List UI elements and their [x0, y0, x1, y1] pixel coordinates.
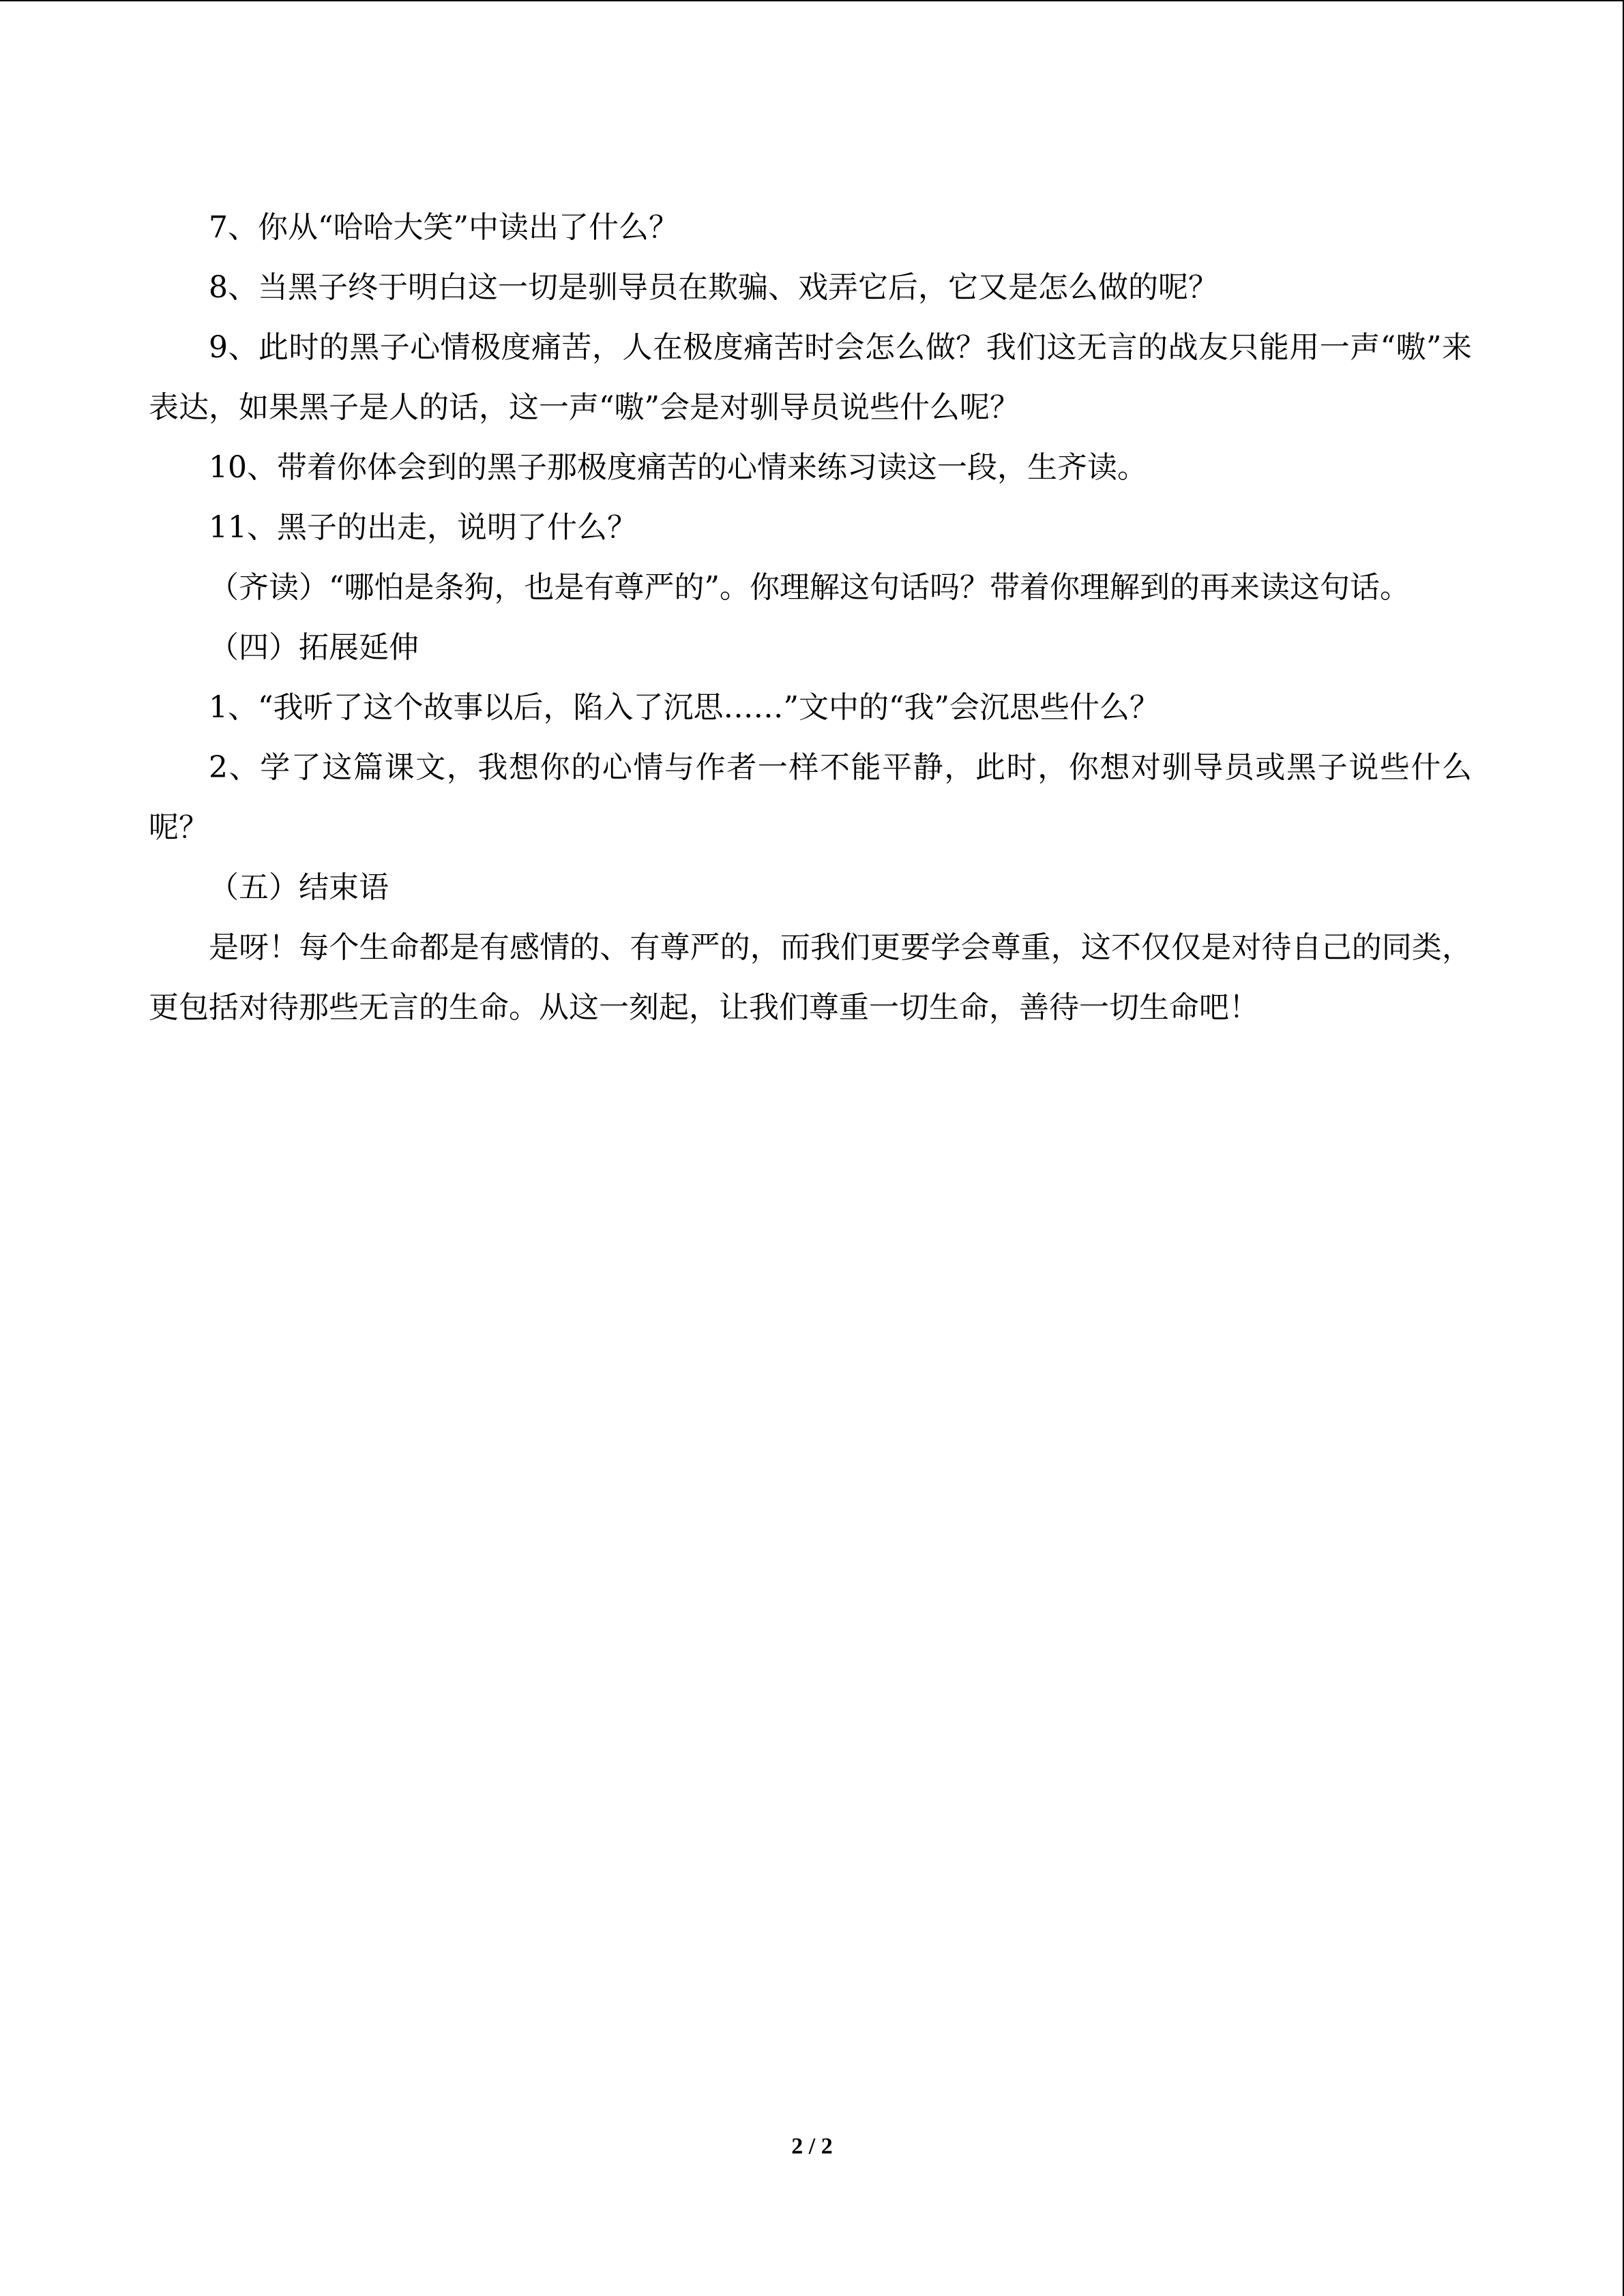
- section-heading-closing: （五）结束语: [209, 870, 389, 905]
- question-7: 7、你从“哈哈大笑”中读出了什么？: [209, 210, 679, 245]
- question-8: 8、当黑子终于明白这一切是驯导员在欺骗、戏弄它后，它又是怎么做的呢？: [209, 270, 1218, 305]
- page-top-border: [0, 0, 1624, 1]
- extension-question-1: 1、“我听了这个故事以后，陷入了沉思……”文中的“我”会沉思些什么？: [209, 690, 1160, 725]
- group-reading-paragraph: （齐读）“哪怕是条狗，也是有尊严的”。你理解这句话吗？带着你理解到的再来读这句话。: [209, 570, 1410, 605]
- document-body: [149, 198, 1472, 1038]
- question-9: 9、此时的黑子心情极度痛苦，人在极度痛苦时会怎么做？我们这无言的战友只能用一声“嗷”来表达，如果黑子是人的话，这一声“嗷”会是对驯导员说些什么呢？: [149, 330, 1472, 425]
- question-11: 11、黑子的出走，说明了什么？: [209, 510, 637, 545]
- section-heading-extension: （四）拓展延伸: [209, 630, 419, 665]
- question-10: 10、带着你体会到的黑子那极度痛苦的心情来练习读这一段，生齐读。: [209, 450, 1147, 485]
- closing-paragraph: 是呀！每个生命都是有感情的、有尊严的，而我们更要学会尊重，这不仅仅是对待自己的同类，更包括对待那些无言的生命。从这一刻起，让我们尊重一切生命，善待一切生命吧！: [149, 930, 1472, 1025]
- extension-question-2: 2、学了这篇课文，我想你的心情与作者一样不能平静，此时，你想对驯导员或黑子说些什么呢？: [149, 750, 1472, 845]
- page-number: 2 / 2: [791, 2134, 833, 2159]
